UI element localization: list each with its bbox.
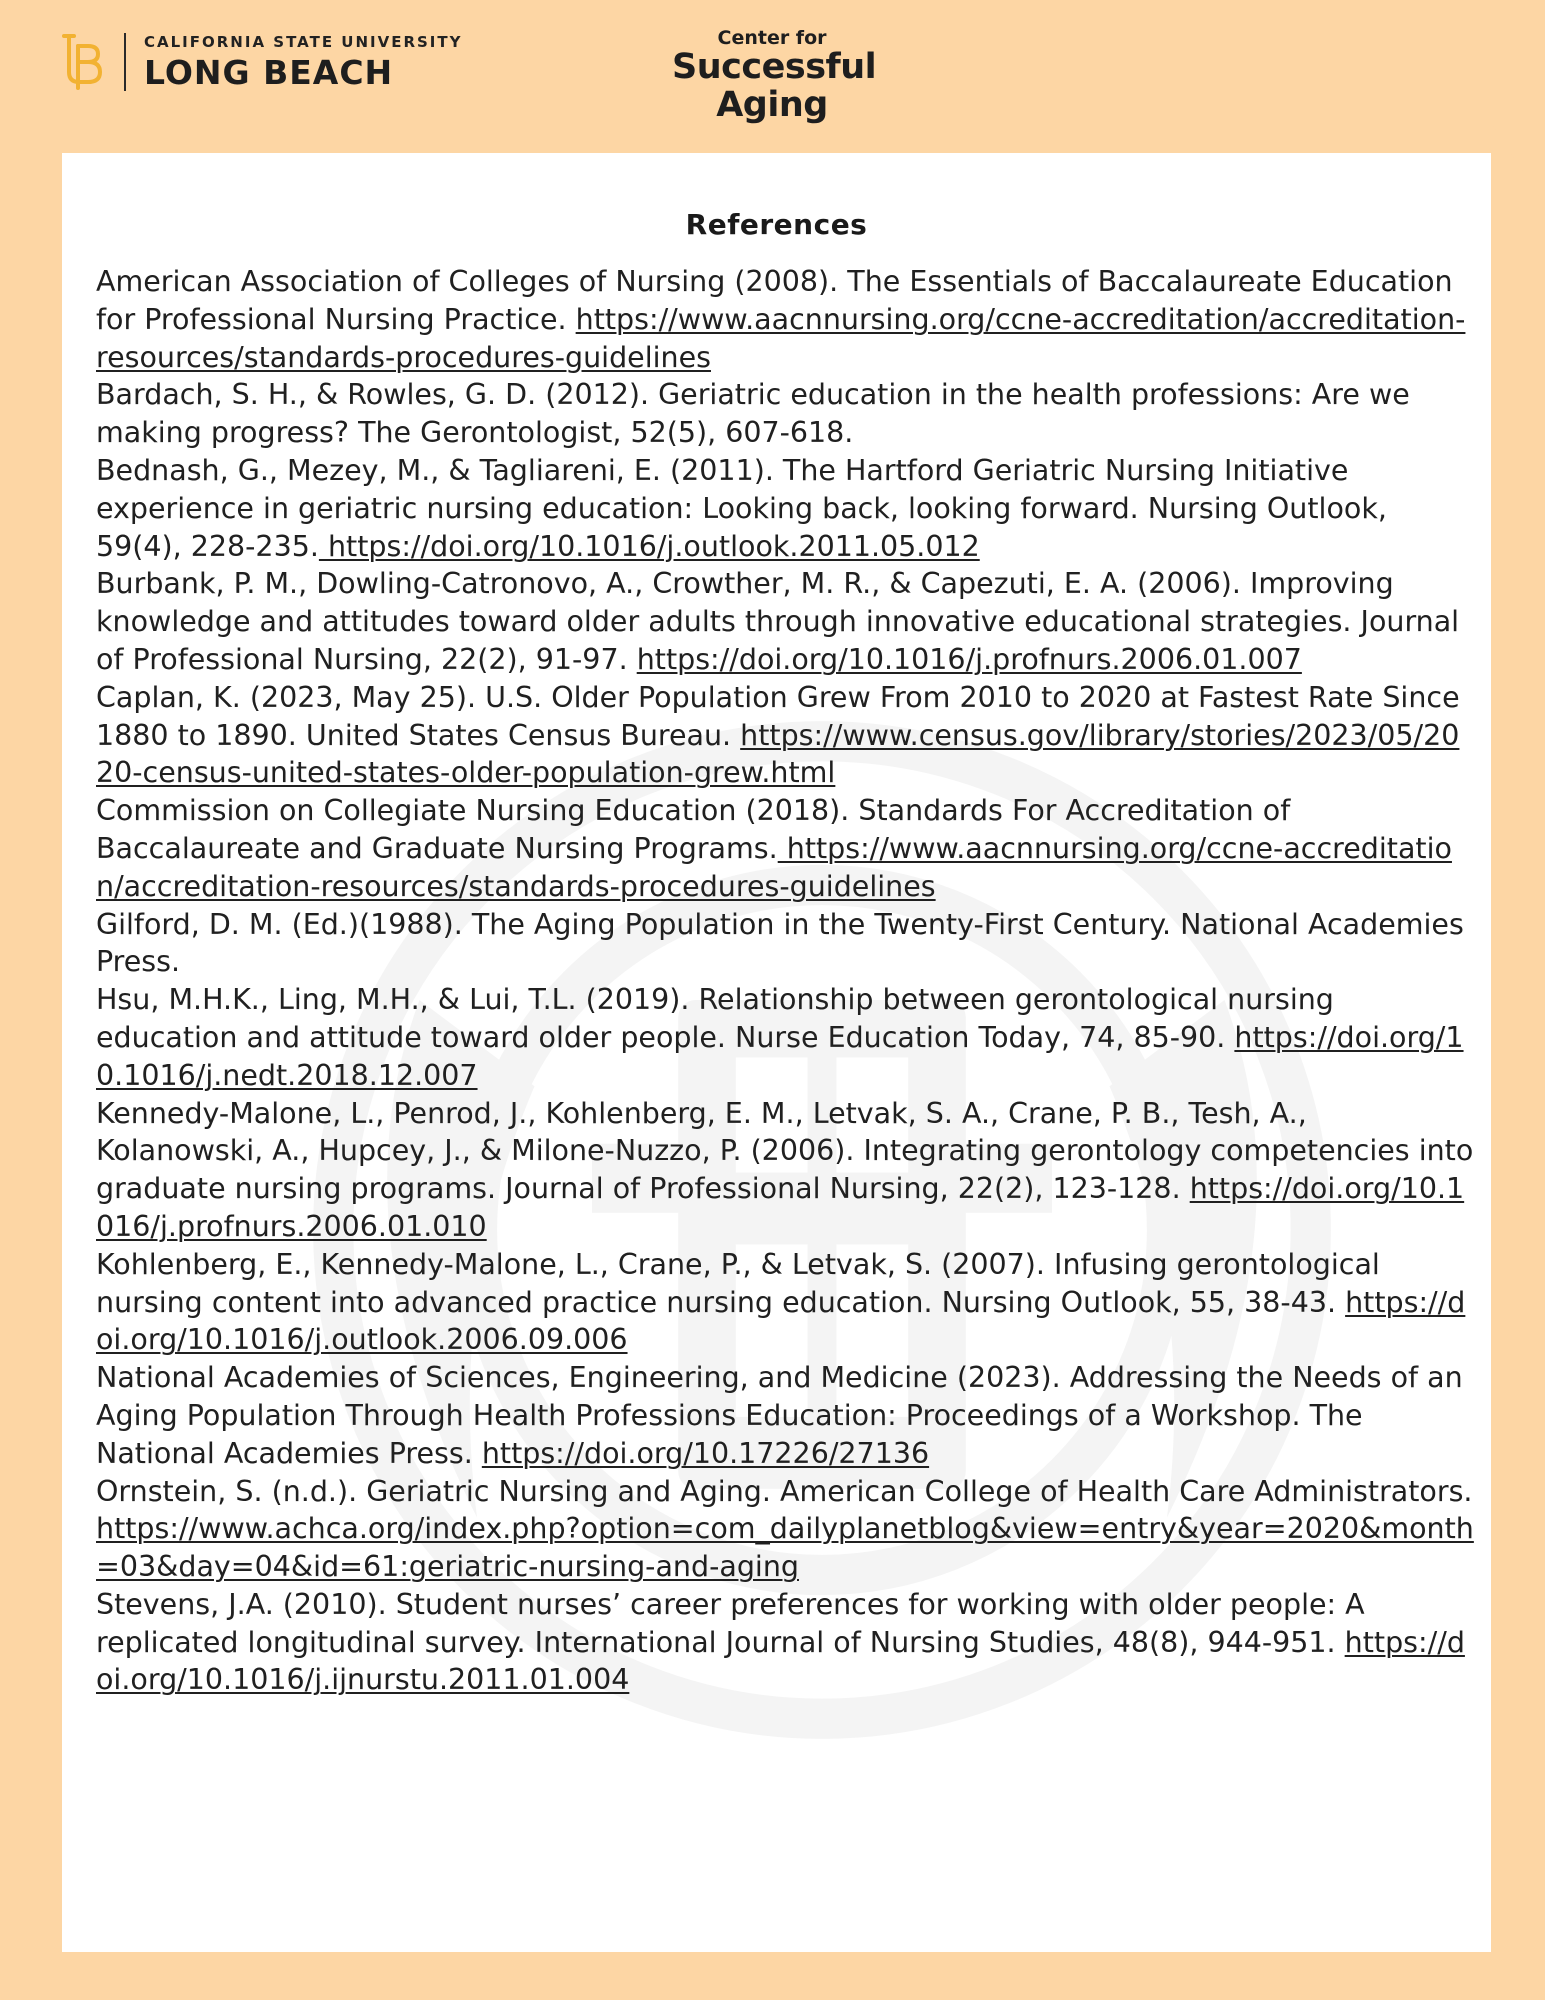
lb-monogram-icon [58, 32, 104, 92]
page-header [0, 0, 1545, 155]
footer-band [0, 1952, 1545, 2000]
reference-item [96, 452, 1476, 565]
center-logo-line2: Successful [672, 47, 877, 87]
reference-link[interactable]: https://www.achca.org/index.php?option=com_dailyplanetblog&view=entry&year=2020&month=03&day=04&id=61:geriatric-nursing-and-aging [96, 1512, 1474, 1584]
reference-item [96, 981, 1476, 1094]
center-logo-line1: Center for [717, 27, 827, 49]
reference-text: Bednash, G., Mezey, M., & Tagliareni, E. (2011). The Hartford Geriatric Nursing Initiative experience in geriatric nursing education: Looking back, looking forward. Nursing Outlook, 59(4), 228-235. [96, 453, 1387, 563]
reference-text: Caplan, K. (2023, May 25). U.S. Older Population Grew From 2010 to 2020 at Fastest Rate Since 1880 to 1890. United States Census Bureau. [96, 680, 1460, 752]
reference-text: Kennedy-Malone, L., Penrod, J., Kohlenberg, E. M., Letvak, S. A., Crane, P. B., Tesh, A., Kolanowski, A., Hupcey, J., & Milone-Nuzzo, P. (2006). Integrating gerontology competencies into graduate nursing programs. Journal of Professional Nursing, 22(2), 123-128. [96, 1096, 1474, 1206]
reference-text: National Academies of Sciences, Engineering, and Medicine (2023). Addressing the Needs of an Aging Population Through Health Professions Education: Proceedings of a Workshop. The National Academies Press. [96, 1361, 1463, 1470]
reference-item [96, 906, 1476, 982]
reference-text: Ornstein, S. (n.d.). Geriatric Nursing and Aging. American College of Health Care Administrators. [96, 1474, 1473, 1508]
reference-list [96, 263, 1476, 1699]
reference-link[interactable]: https://www.census.gov/library/stories/2023/05/2020-census-united-states-older-population-grew.html [96, 718, 1460, 790]
reference-text: Bardach, S. H., & Rowles, G. D. (2012). Geriatric education in the health professions: Are we making progress? The Gerontologist, 52(5), 607-618. [96, 378, 1410, 450]
reference-text: Gilford, D. M. (Ed.)(1988). The Aging Population in the Twenty-First Century. National Academies Press. [96, 907, 1464, 979]
reference-item [96, 1095, 1476, 1246]
reference-text: Kohlenberg, E., Kennedy-Malone, L., Crane, P., & Letvak, S. (2007). Infusing gerontological nursing content into advanced practice nursing education. Nursing Outlook, 55, 38-43. [96, 1247, 1380, 1319]
center-for-successful-aging-logo[interactable] [672, 27, 877, 125]
references-card [62, 155, 1491, 1952]
reference-text: Commission on Collegiate Nursing Education (2018). Standards For Accreditation of Baccalaureate and Graduate Nursing Programs. [96, 794, 1291, 865]
logo-divider [124, 33, 126, 91]
university-name-small: CALIFORNIA STATE UNIVERSITY [144, 32, 463, 51]
reference-item [96, 1586, 1476, 1699]
reference-link[interactable]: https://doi.org/10.1016/j.nedt.2018.12.007 [96, 1020, 1464, 1092]
page-title: References [685, 207, 868, 241]
reference-text: American Association of Colleges of Nursing (2008). The Essentials of Baccalaureate Education for Professional Nursing Practice. [96, 265, 1453, 336]
reference-link[interactable]: https://doi.org/10.1016/j.outlook.2011.05.012 [318, 529, 980, 563]
reference-link[interactable]: https://doi.org/10.1016/j.ijnurstu.2011.01.004 [96, 1625, 1465, 1697]
reference-link[interactable]: https://www.aacnnursing.org/ccne-accreditation/accreditation-resources/standards-procedures-guidelines [96, 302, 1466, 374]
reference-link[interactable]: https://doi.org/10.1016/j.outlook.2006.09.006 [96, 1285, 1466, 1357]
reference-item [96, 1246, 1476, 1359]
reference-item [96, 1359, 1476, 1472]
university-name-large: LONG BEACH [144, 52, 394, 92]
csulb-logo[interactable] [58, 32, 463, 92]
reference-text: Burbank, P. M., Dowling-Catronovo, A., Crowther, M. R., & Capezuti, E. A. (2006). Improving knowledge and attitudes toward older adults through innovative educational strategies. Journal of Professional Nursing, 22(2), 91-97. [96, 567, 1460, 676]
reference-item [96, 792, 1476, 905]
corner-decoration-left [0, 150, 62, 190]
reference-item [96, 1473, 1476, 1586]
reference-link[interactable]: https://www.aacnnursing.org/ccne-accreditation/accreditation-resources/standards-procedures-guidelines [96, 831, 1452, 903]
reference-item [96, 679, 1476, 792]
center-logo-line3: Aging [716, 85, 828, 125]
reference-text: Hsu, M.H.K., Ling, M.H., & Lui, T.L. (2019). Relationship between gerontological nursing education and attitude toward older people. Nurse Education Today, 74, 85-90. [96, 983, 1334, 1054]
reference-item [96, 263, 1476, 376]
reference-link[interactable]: https://doi.org/10.1016/j.profnurs.2006.01.010 [96, 1172, 1465, 1243]
reference-item [96, 376, 1476, 452]
reference-text: Stevens, J.A. (2010). Student nurses’ career preferences for working with older people: A replicated longitudinal survey. International Journal of Nursing Studies, 48(8), 944-951. [96, 1587, 1365, 1659]
reference-item [96, 565, 1476, 678]
reference-link[interactable]: https://doi.org/10.17226/27136 [481, 1436, 930, 1470]
reference-link[interactable]: https://doi.org/10.1016/j.profnurs.2006.01.007 [636, 642, 1302, 676]
